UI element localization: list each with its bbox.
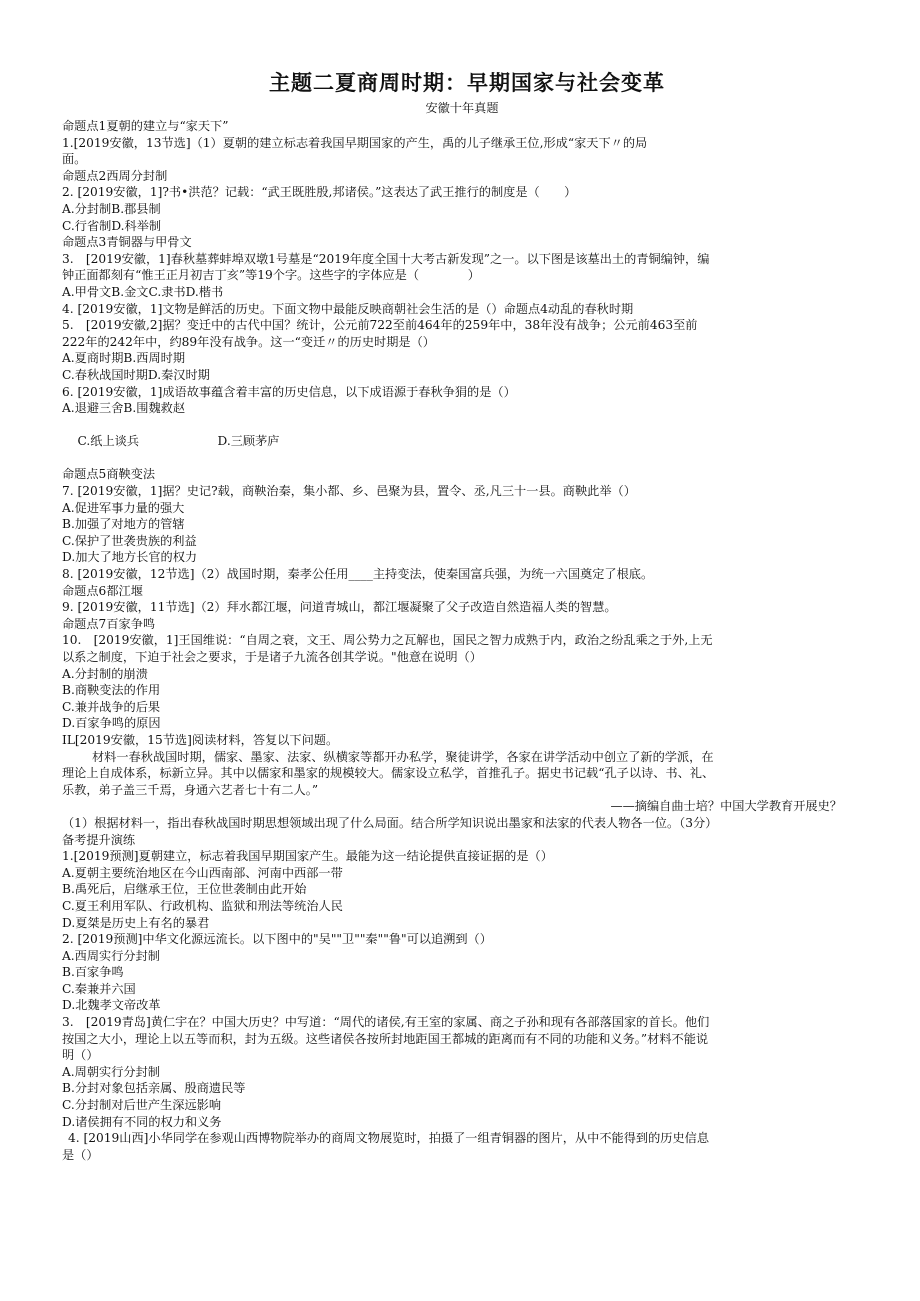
answer-option: A.夏朝主要统治地区在今山西南部、河南中西部一带 xyxy=(62,865,343,880)
question-text: 222年的242年中，约89年没有战争。这一“变迁〃的历史时期是（） xyxy=(62,334,435,349)
question-text: 10. [2019安徽，1]王国维说：“自周之衰，文王、周公势力之瓦解也，国民之智力成熟于内，政治之纷乱乘之于外,上无 xyxy=(62,633,713,648)
question-text: 4. [2019安徽，1]文物是鲜活的历史。下面文物中最能反映商朝社会生活的是（）命题点4动乱的春秋时期 xyxy=(62,301,634,316)
document-page xyxy=(62,68,862,1163)
question-text: 6. [2019安徽，1]成语故事蕴含着丰富的历史信息，以下成语源于春秋争狷的是（） xyxy=(62,384,516,399)
answer-option: C.春秋战国时期D.秦汉时期 xyxy=(62,367,210,382)
question-text: 2. [2019预测]中华文化源远流长。以下图中的"吴""卫""秦""鲁"可以追溯到（） xyxy=(62,932,492,947)
question-text: 3. [2019青岛]黄仁宇在？中国大历史？中写道：“周代的诸侯,有王室的家属、商之子孙和现有各部落国家的首长。他们 xyxy=(62,1015,710,1030)
answer-option: D.三顾茅庐 xyxy=(217,434,280,449)
question-text: 按国之大小，理论上以五等而积，封为五级。这些诸侯各按所封地距国王都城的距离而有不同的功能和义务。”材料不能说 xyxy=(62,1031,709,1046)
answer-option: C.秦兼并六国 xyxy=(62,981,136,996)
section-heading: 命题点2西周分封制 xyxy=(62,168,168,183)
section-heading: 命题点6都江堰 xyxy=(62,583,143,598)
material-text: 理论上自成体系，标新立异。其中以儒家和墨家的规模较大。儒家设立私学，首推孔子。据史书记载“孔子以诗、书、礼、 xyxy=(62,766,715,781)
question-text: 以系之制度，下迫于社会之要求，于是诸子九流各创其学说。"他意在说明（） xyxy=(62,650,482,664)
answer-option: C.纸上谈兵 xyxy=(77,434,140,449)
question-text: 8. [2019安徽，12节选]（2）战国时期，秦孝公任用____主持变法，使秦国富兵强，为统一六国奠定了根底。 xyxy=(62,567,654,582)
answer-option: A.甲骨文B.金文C.隶书D.楷书 xyxy=(62,284,224,299)
answer-option: D.北魏孝文帝改革 xyxy=(62,998,161,1013)
material-source: ——摘编自曲士培？中国大学教育开展史？ xyxy=(610,799,842,814)
answer-option: A.分封制B.郡县制 xyxy=(62,201,161,216)
section-heading: 命题点3青铜器与甲骨文 xyxy=(62,235,192,250)
answer-option: A.西周实行分封制 xyxy=(62,948,160,963)
answer-option: A.夏商时期B.西周时期 xyxy=(62,351,186,366)
question-text: 明（） xyxy=(62,1048,99,1063)
answer-option: C.保护了世袭贵族的利益 xyxy=(62,533,197,548)
question-text: （1）根据材料一，指出春秋战国时期思想领域出现了什么局面。结合所学知识说出墨家和法家的代表人物各一位。（3分） xyxy=(62,815,718,830)
answer-option: D.诸侯拥有不同的权力和义务 xyxy=(62,1114,222,1129)
page-subtitle: 安徽十年真题 xyxy=(425,101,499,115)
answer-option: C.兼并战争的后果 xyxy=(62,699,161,714)
section-heading: 命题点5商鞅变法 xyxy=(62,467,156,482)
question-text: 3. [2019安徽，1]春秋墓葬蚌埠双墩1号墓是“2019年度全国十大考古新发现”之一。以下图是该墓出土的青铜编钟，编 xyxy=(62,251,710,266)
material-text: 材料一春秋战国时期，儒家、墨家、法家、纵横家等都开办私学，聚徒讲学，各家在讲学活动中创立了新的学派，在 xyxy=(92,749,714,764)
answer-option-row xyxy=(62,417,862,467)
page-title: 主题二夏商周时期：早期国家与社会变革 xyxy=(269,70,665,95)
question-text: 1.[2019安徽，13节选]（1）夏朝的建立标志着我国早期国家的产生，禹的儿子继承王位,形成“家天下〃的局 xyxy=(62,135,648,150)
answer-option: A.分封制的崩溃 xyxy=(62,666,148,681)
answer-option: A.促进军事力量的强大 xyxy=(62,500,185,515)
answer-option: A.周朝实行分封制 xyxy=(62,1064,160,1079)
question-text: 面。 xyxy=(62,152,87,167)
question-text: 4. [2019山西]小华同学在参观山西博物院举办的商周文物展览时，拍摄了一组青铜器的图片，从中不能得到的历史信息 xyxy=(68,1131,710,1146)
answer-option: B.百家争鸣 xyxy=(62,965,124,980)
answer-option: C.夏王利用军队、行政机构、监狱和刑法等统治人民 xyxy=(62,898,343,913)
question-text: 是（） xyxy=(62,1147,99,1162)
answer-option: B.加强了对地方的管辖 xyxy=(62,517,185,532)
section-heading: 命题点7百家争鸣 xyxy=(62,616,156,631)
question-text: 2. [2019安徽，1]?书•洪范？记载：“武王既胜殷,邦诸侯。”这表达了武王推行的制度是（ ） xyxy=(62,185,577,200)
material-text: 乐教，弟子盖三千焉，身通六艺者七十有二人。” xyxy=(62,782,319,797)
section-heading: 命题点1夏朝的建立与“家天下” xyxy=(62,119,229,133)
question-text: 7. [2019安徽，1]据？史记?载，商鞅治秦，集小都、乡、邑聚为县，置令、丞,凡三十一县。商鞅此举（） xyxy=(62,484,636,499)
answer-option: B.禹死后，启继承王位，王位世袭制由此开始 xyxy=(62,882,307,897)
answer-option: B.商鞅变法的作用 xyxy=(62,683,161,698)
question-text: 5. [2019安徽,2]据？变迁中的古代中国？统计，公元前722至前464年的259年中，38年没有战争；公元前463至前 xyxy=(62,318,698,333)
answer-option: D.夏桀是历史上有名的暴君 xyxy=(62,915,210,930)
answer-option: C.分封制对后世产生深远影响 xyxy=(62,1098,222,1113)
question-text: 9. [2019安徽，11节选]（2）拜水都江堰，问道青城山，都江堰凝聚了父子改造自然造福人类的智慧。 xyxy=(62,600,617,615)
answer-option: B.分封对象包括亲属、殷商遗民等 xyxy=(62,1081,246,1096)
question-text: 钟正面都刻有“惟王正月初吉丁亥”等19个字。这些字的字体应是（ ） xyxy=(62,268,480,283)
answer-option: D.加大了地方长官的权力 xyxy=(62,550,198,565)
answer-option: C.行省制D.科举制 xyxy=(62,218,162,233)
section-heading: 备考提升演练 xyxy=(62,832,136,847)
answer-option: D.百家争鸣的原因 xyxy=(62,716,161,731)
question-text: 1.[2019预测]夏朝建立，标志着我国早期国家产生。最能为这一结论提供直接证据的是（） xyxy=(62,849,553,864)
question-text: IL[2019安徽，15节选]阅读材料，答复以下问题。 xyxy=(62,732,339,747)
answer-option: A.退避三舍B.围魏救赵 xyxy=(62,401,186,416)
